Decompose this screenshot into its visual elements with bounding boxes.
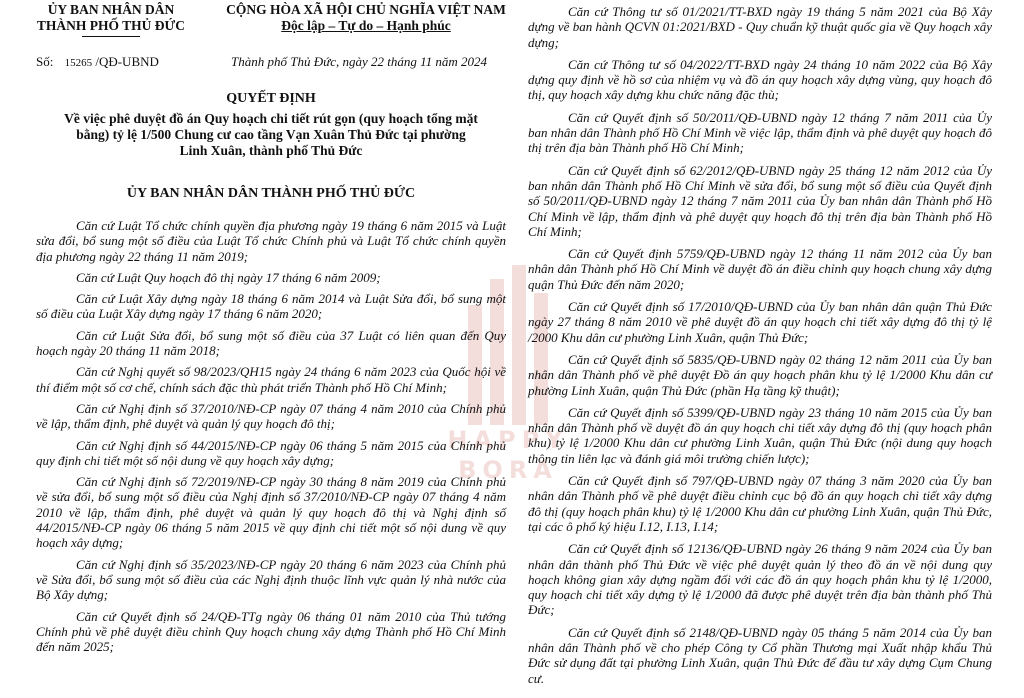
document-number (36, 54, 159, 70)
legal-basis-paragraph: Căn cứ Nghị quyết số 98/2023/QH15 ngày 24 tháng 6 năm 2023 của Quốc hội về thí điểm một số cơ chế, chính sách đặc thù phát triển Thành phố Hồ Chí Minh; (36, 364, 506, 395)
legal-basis-paragraph: Căn cứ Quyết định số 24/QĐ-TTg ngày 06 tháng 01 năm 2010 của Thủ tướng Chính phủ về phê duyệt điều chỉnh Quy hoạch chung xây dựng Thành phố Hồ Chí Minh đến năm 2025; (36, 608, 506, 655)
place-and-date: Thành phố Thủ Đức, ngày 22 tháng 11 năm 2024 (231, 54, 488, 69)
document-subject (36, 111, 506, 159)
watermark-text: HAPPY BORA (447, 426, 569, 484)
legal-basis-paragraph: Căn cứ Quyết định số 62/2012/QĐ-UBND ngày 25 tháng 12 năm 2012 của Ủy ban nhân dân Thành phố Hồ Chí Minh về sửa đổi, bổ sung một số điều của Quyết định số 50/2011/QĐ-UBND ngày 12 tháng 7 năm 2011 của Ủy ban nhân dân Thành phố Hồ Chí Minh về lập, thẩm định và phê duyệt quy hoạch đô thị trên địa bàn Thành phố Hồ Chí Minh; (528, 162, 992, 239)
legal-basis-paragraph: Căn cứ Luật Tổ chức chính quyền địa phương ngày 19 tháng 6 năm 2015 và Luật sửa đổi, bổ sung một số điều của Luật Tổ chức Chính phủ và Luật Tổ chức chính quyền địa phương ngày 22 tháng 11 năm 2019; (36, 218, 506, 264)
document-title: QUYẾT ĐỊNH (226, 91, 316, 106)
legal-basis-paragraph: Căn cứ Quyết định 5759/QĐ-UBND ngày 12 tháng 11 năm 2012 của Ủy ban nhân dân Thành phố Hồ Chí Minh về duyệt đồ án điều chỉnh quy hoạch chung xây dựng quận Thủ Đức đến năm 2020; (528, 246, 992, 292)
legal-basis-paragraph: Căn cứ Nghị định số 35/2023/NĐ-CP ngày 20 tháng 6 năm 2023 của Chính phủ về Sửa đổi, bổ sung một số điều của các Nghị định thuộc lĩnh vực quản lý nhà nước của Bộ Xây dựng; (36, 556, 506, 603)
subject-line-1: Về việc phê duyệt đồ án Quy hoạch chi tiết rút gọn (quy hoạch tổng mặt (64, 111, 478, 126)
subject-line-2: bằng) tỷ lệ 1/500 Chung cư cao tầng Vạn Xuân Thủ Đức tại phường (76, 127, 466, 142)
legal-basis-paragraph: Căn cứ Quyết định số 2148/QĐ-UBND ngày 05 tháng 5 năm 2014 của Ủy ban nhân dân Thành phố về cho phép Công ty Cổ phần Thương mại Xuất nhập khẩu Thủ Đức sử dụng đất tại phường Linh Xuân, quận Thủ Đức để đầu tư xây dựng Cụm Chung cư. (528, 624, 992, 686)
left-body (36, 218, 506, 654)
legal-basis-paragraph: Căn cứ Quyết định số 50/2011/QĐ-UBND ngày 12 tháng 7 năm 2011 của Ủy ban nhân dân Thành phố Hồ Chí Minh về việc lập, thẩm định và phê duyệt quy hoạch đô thị trên địa bàn Thành phố Hồ Chí Minh; (528, 109, 992, 156)
nation-name: CỘNG HÒA XÃ HỘI CHỦ NGHĨA VIỆT NAM (226, 2, 506, 17)
legal-basis-paragraph: Căn cứ Nghị định số 72/2019/NĐ-CP ngày 30 tháng 8 năm 2019 của Chính phủ về sửa đổi, bổ sung một số điều của Nghị định số 37/2010/NĐ-CP ngày 07 tháng 4 năm 2010 về lập, thẩm định, phê duyệt và quản lý quy hoạch đô thị và Nghị định số 44/2015/NĐ-CP ngày 06 tháng 5 năm 2015 về quy định chi tiết một số nội dung về quy hoạch xây dựng; (36, 474, 506, 551)
right-column (528, 4, 992, 693)
legal-basis-paragraph: Căn cứ Luật Sửa đổi, bổ sung một số điều của 37 Luật có liên quan đến Quy hoạch ngày 20 tháng 11 năm 2018; (36, 327, 506, 359)
legal-basis-paragraph: Căn cứ Nghị định số 44/2015/NĐ-CP ngày 06 tháng 5 năm 2015 của Chính phủ quy định chi tiết một số nội dung về quy hoạch xây dựng; (36, 437, 506, 468)
legal-basis-paragraph: Căn cứ Quyết định số 5399/QĐ-UBND ngày 23 tháng 10 năm 2015 của Ủy ban nhân dân Thành phố về duyệt đồ án quy hoạch chi tiết xây dựng đô thị (quy hoạch phân khu) tỷ lệ 1/2000 Khu dân cư phường Linh Xuân, quận Thủ Đức (nội dung quy hoạch thông tin liên lạc và đánh giá môi trường chiến lược); (528, 404, 992, 466)
doc-number-prefix: Số: (36, 54, 54, 69)
issuing-organization (36, 2, 186, 37)
left-column (36, 2, 506, 660)
national-heading (221, 2, 511, 34)
org-line-2: THÀNH PHỐ THỦ ĐỨC (36, 18, 186, 33)
legal-basis-paragraph: Căn cứ Quyết định số 17/2010/QĐ-UBND của Ủy ban nhân dân quận Thủ Đức ngày 27 tháng 8 năm 2010 về phê duyệt đồ án quy hoạch chi tiết xây dựng đô thị tỷ lệ /2000 Khu dân cư phường Linh Xuân, quận Thủ Đức; (528, 299, 992, 345)
issuing-authority: ỦY BAN NHÂN DÂN THÀNH PHỐ THỦ ĐỨC (126, 186, 416, 201)
legal-basis-paragraph: Căn cứ Thông tư số 01/2021/TT-BXD ngày 19 tháng 5 năm 2021 của Bộ Xây dựng về ban hành QCVN 01:2021/BXD - Quy chuẩn kỹ thuật quốc gia về Quy hoạch xây dựng; (528, 4, 992, 50)
document-header (36, 2, 506, 80)
org-line-1: ỦY BAN NHÂN DÂN (47, 2, 175, 17)
legal-basis-paragraph: Căn cứ Quyết định số 797/QĐ-UBND ngày 07 tháng 3 năm 2020 của Ủy ban nhân dân Thành phố về phê duyệt điều chỉnh cục bộ đồ án quy hoạch chi tiết xây dựng đô thị (quy hoạch phân khu) tỷ lệ 1/2000 Khu dân cư phường Linh Xuân, quận Thủ Đức, tại các ô phố ký hiệu I.12, I.13, I.14; (528, 473, 992, 534)
subject-line-3: Linh Xuân, thành phố Thủ Đức (179, 143, 363, 158)
legal-basis-paragraph: Căn cứ Luật Quy hoạch đô thị ngày 17 tháng 6 năm 2009; (76, 269, 381, 285)
org-underline (82, 36, 140, 37)
legal-basis-paragraph: Căn cứ Quyết định số 5835/QĐ-UBND ngày 02 tháng 12 năm 2011 của Ủy ban nhân dân Thành phố về phê duyệt Đồ án quy hoạch phân khu tỷ lệ 1/2000 Khu dân cư phường Linh Xuân, quận Thủ Đức (phần Hạ tầng kỹ thuật); (528, 351, 992, 398)
legal-basis-paragraph: Căn cứ Thông tư số 04/2022/TT-BXD ngày 24 tháng 10 năm 2022 của Bộ Xây dựng quy định về hồ sơ của nhiệm vụ và đồ án quy hoạch xây dựng vùng, quy hoạch đô thị, quy hoạch xây dựng khu chức năng đặc thù; (528, 56, 992, 103)
nation-motto: Độc lập – Tự do – Hạnh phúc (281, 18, 451, 33)
legal-basis-paragraph: Căn cứ Nghị định số 37/2010/NĐ-CP ngày 07 tháng 4 năm 2010 của Chính phủ về lập, thẩm định, phê duyệt và quản lý quy hoạch đô thị; (36, 400, 506, 432)
doc-number-value: 15265 (64, 57, 93, 69)
doc-number-suffix: /QĐ-UBND (95, 54, 159, 69)
legal-basis-paragraph: Căn cứ Quyết định số 12136/QĐ-UBND ngày 26 tháng 9 năm 2024 của Ủy ban nhân dân thành phố Thủ Đức về việc phê duyệt quản lý theo đồ án về nội dung quy hoạch không gian xây dựng ngầm đối với các đồ án quy hoạch phân khu tỷ lệ 1/2000, quy hoạch chi tiết xây dựng tỷ lệ 1/2000 đã được phê duyệt trên địa bàn thành phố Thủ Đức; (528, 541, 992, 618)
legal-basis-paragraph: Căn cứ Luật Xây dựng ngày 18 tháng 6 năm 2014 và Luật Sửa đổi, bổ sung một số điều của Luật Xây dựng ngày 17 tháng 6 năm 2020; (36, 291, 506, 322)
